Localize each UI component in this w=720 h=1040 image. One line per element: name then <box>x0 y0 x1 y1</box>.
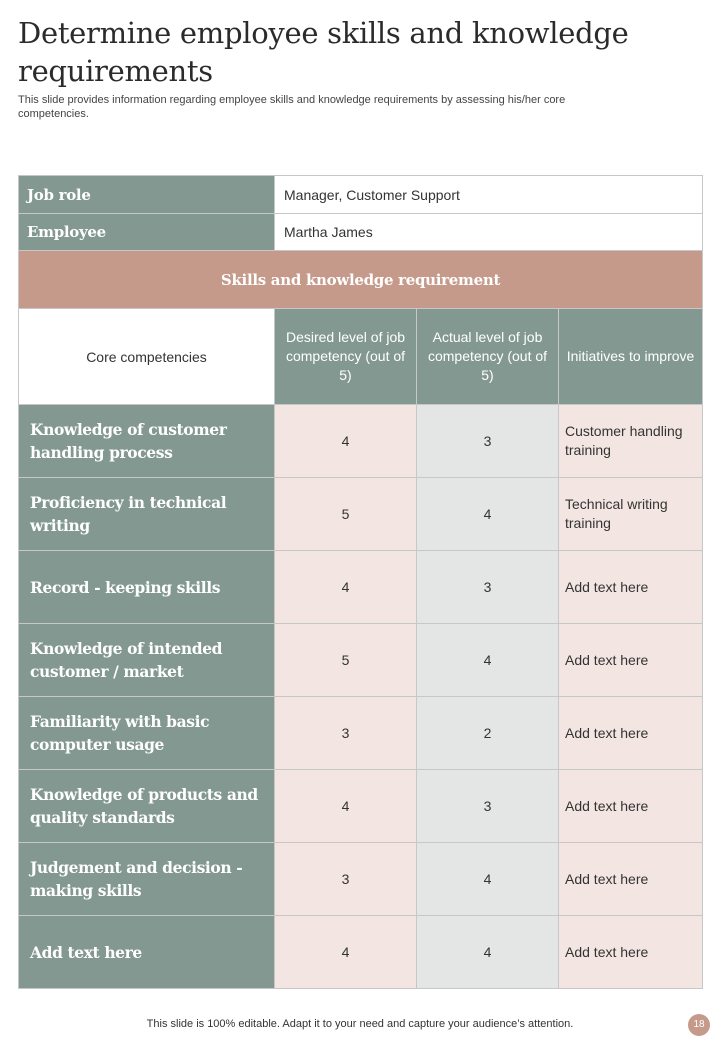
desired-level-cell: 4 <box>275 551 417 624</box>
job-role-row <box>19 176 703 214</box>
initiative-cell: Technical writing training <box>559 478 703 551</box>
actual-level-cell: 3 <box>417 551 559 624</box>
table-row <box>19 624 703 697</box>
header-desired-level: Desired level of job competency (out of 5) <box>275 309 417 405</box>
footer-note: This slide is 100% editable. Adapt it to your need and capture your audience’s attention. <box>146 1018 574 1030</box>
header-actual-level: Actual level of job competency (out of 5) <box>417 309 559 405</box>
competency-cell: Knowledge of products and quality standards <box>19 770 275 843</box>
table-row <box>19 916 703 989</box>
job-role-value: Manager, Customer Support <box>275 176 703 214</box>
table-row <box>19 478 703 551</box>
competency-cell: Add text here <box>19 916 275 989</box>
desired-level-cell: 5 <box>275 478 417 551</box>
competency-cell: Record - keeping skills <box>19 551 275 624</box>
initiative-cell: Add text here <box>559 843 703 916</box>
desired-level-cell: 4 <box>275 770 417 843</box>
competency-cell: Knowledge of intended customer / market <box>19 624 275 697</box>
section-header-row <box>19 251 703 309</box>
job-role-label: Job role <box>19 176 275 214</box>
desired-level-cell: 3 <box>275 697 417 770</box>
table-row <box>19 843 703 916</box>
competency-cell: Proficiency in technical writing <box>19 478 275 551</box>
table-row <box>19 697 703 770</box>
actual-level-cell: 4 <box>417 624 559 697</box>
employee-label: Employee <box>19 214 275 251</box>
desired-level-cell: 3 <box>275 843 417 916</box>
initiative-cell: Add text here <box>559 697 703 770</box>
competency-cell: Knowledge of customer handling process <box>19 405 275 478</box>
table-row <box>19 551 703 624</box>
header-core-competencies: Core competencies <box>19 309 275 405</box>
actual-level-cell: 4 <box>417 843 559 916</box>
table-row <box>19 405 703 478</box>
initiative-cell: Add text here <box>559 624 703 697</box>
desired-level-cell: 5 <box>275 624 417 697</box>
employee-row <box>19 214 703 251</box>
actual-level-cell: 4 <box>417 916 559 989</box>
actual-level-cell: 3 <box>417 770 559 843</box>
actual-level-cell: 2 <box>417 697 559 770</box>
initiative-cell: Add text here <box>559 916 703 989</box>
initiative-cell: Add text here <box>559 551 703 624</box>
competency-cell: Judgement and decision - making skills <box>19 843 275 916</box>
page-title: Determine employee skills and knowledge requirements <box>18 16 629 88</box>
actual-level-cell: 4 <box>417 478 559 551</box>
initiative-cell: Add text here <box>559 770 703 843</box>
competency-cell: Familiarity with basic computer usage <box>19 697 275 770</box>
desired-level-cell: 4 <box>275 916 417 989</box>
desired-level-cell: 4 <box>275 405 417 478</box>
header-initiatives: Initiatives to improve <box>559 309 703 405</box>
skills-table <box>18 175 703 989</box>
page-number-badge: 18 <box>688 1014 710 1036</box>
section-title: Skills and knowledge requirement <box>19 251 703 309</box>
initiative-cell: Customer handling training <box>559 405 703 478</box>
actual-level-cell: 3 <box>417 405 559 478</box>
table-row <box>19 770 703 843</box>
employee-value: Martha James <box>275 214 703 251</box>
column-header-row <box>19 309 703 405</box>
page-subtitle: This slide provides information regarding employee skills and knowledge requirements by assessing his/her core competencies. <box>18 94 566 120</box>
